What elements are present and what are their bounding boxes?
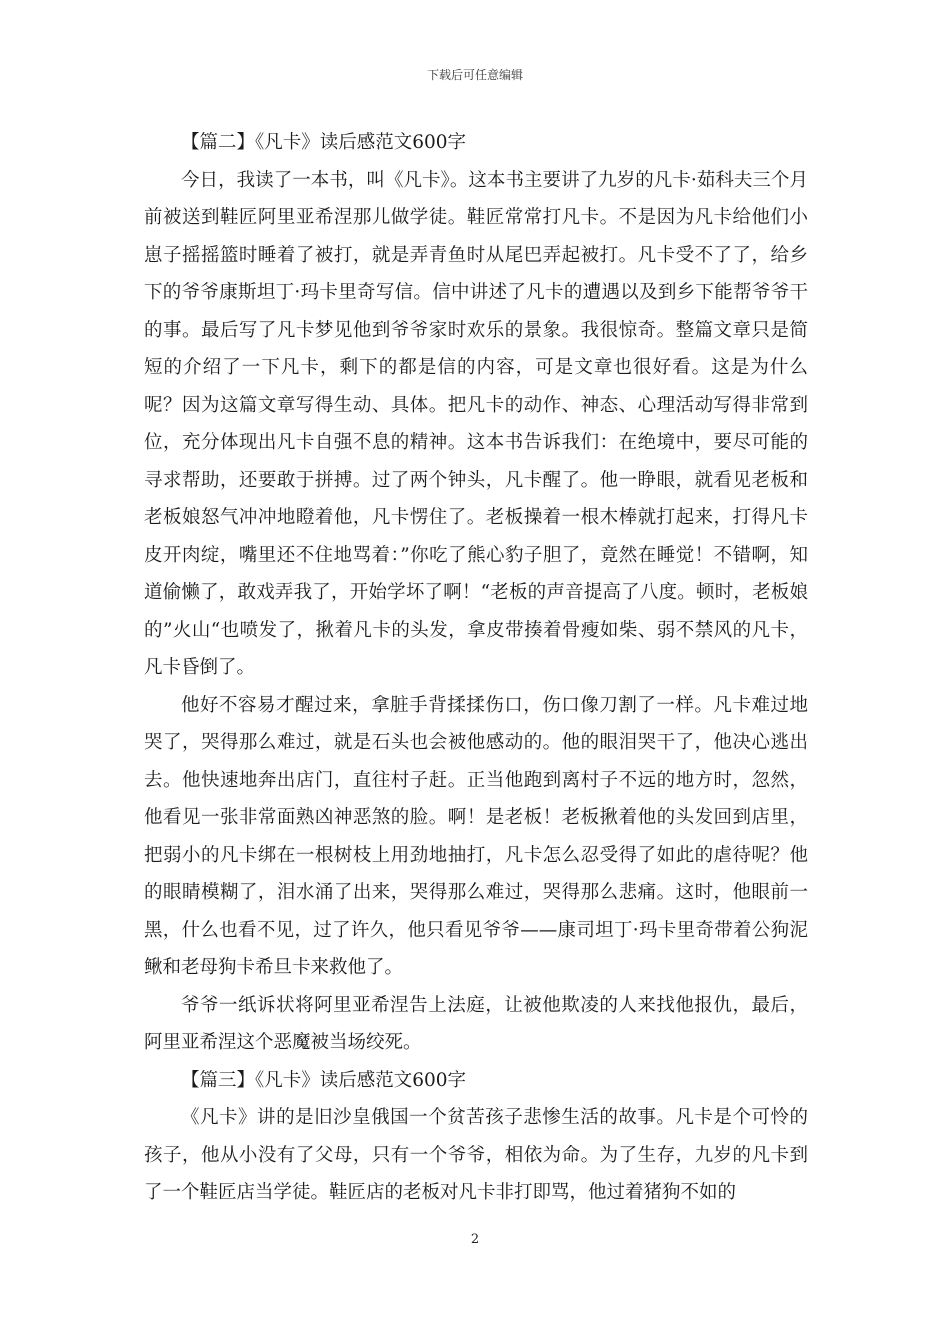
paragraph: 《凡卡》讲的是旧沙皇俄国一个贫苦孩子悲惨生活的故事。凡卡是个可怜的孩子，他从小没有了父母，只有一个爷爷，相依为命。为了生存，九岁的凡卡到了一个鞋匠店当学徒。鞋匠店的老板对凡卡非打即骂，他过着猪狗不如的 — [144, 1107, 808, 1203]
paragraph: 今日，我读了一本书，叫《凡卡》。这本书主要讲了九岁的凡卡·茹科夫三个月前被送到鞋匠阿里亚希涅那儿做学徒。鞋匠常常打凡卡。不是因为凡卡给他们小崽子摇摇篮时睡着了被打，就是弄青鱼时从尾巴弄起被打。凡卡受不了了，给乡下的爷爷康斯坦丁·玛卡里奇写信。信中讲述了凡卡的遭遇以及到乡下能帮爷爷干的事。最后写了凡卡梦见他到爷爷家时欢乐的景象。我很惊奇。整篇文章只是简短的介绍了一下凡卡，剩下的都是信的内容，可是文章也很好看。这是为什么呢？因为这篇文章写得生动、具体。把凡卡的动作、神态、心理活动写得非常到位，充分体现出凡卡自强不息的精神。这本书告诉我们：在绝境中，要尽可能的寻求帮助，还要敢于拼搏。过了两个钟头，凡卡醒了。他一睁眼，就看见老板和老板娘怒气冲冲地瞪着他，凡卡愣住了。老板操着一根木棒就打起来，打得凡卡皮开肉绽，嘴里还不住地骂着：”你吃了熊心豹子胆了，竟然在睡觉！不错啊，知道偷懒了，敢戏弄我了，开始学坏了啊！“老板的声音提高了八度。顿时，老板娘的”火山“也喷发了，揪着凡卡的头发，拿皮带揍着骨瘦如柴、弱不禁风的凡卡，凡卡昏倒了。 — [144, 169, 808, 678]
page-number: 2 — [470, 1232, 480, 1247]
section-heading-part-two: 【篇二】《凡卡》读后感范文600字 — [181, 132, 467, 153]
paragraph: 爷爷一纸诉状将阿里亚希涅告上法庭，让被他欺凌的人来找他报仇，最后，阿里亚希涅这个恶魔被当场绞死。 — [144, 994, 808, 1053]
document-body — [144, 124, 808, 1212]
page-header: 下载后可任意编辑 — [426, 68, 523, 82]
section-heading-part-three: 【篇三】《凡卡》读后感范文600字 — [181, 1069, 467, 1091]
paragraph: 他好不容易才醒过来，拿脏手背揉揉伤口，伤口像刀割了一样。凡卡难过地哭了，哭得那么难过，就是石头也会被他感动的。他的眼泪哭干了，他决心逃出去。他快速地奔出店门，直往村子赶。正当他跑到离村子不远的地方时，忽然，他看见一张非常面熟凶神恶煞的脸。啊！是老板！老板揪着他的头发回到店里，把弱小的凡卡绑在一根树枝上用劲地抽打，凡卡怎么忍受得了如此的虐待呢？他的眼睛模糊了，泪水涌了出来，哭得那么难过，哭得那么悲痛。这时，他眼前一黑，什么也看不见，过了许久，他只看见爷爷——康司坦丁·玛卡里奇带着公狗泥鳅和老母狗卡希旦卡来救他了。 — [144, 694, 808, 978]
